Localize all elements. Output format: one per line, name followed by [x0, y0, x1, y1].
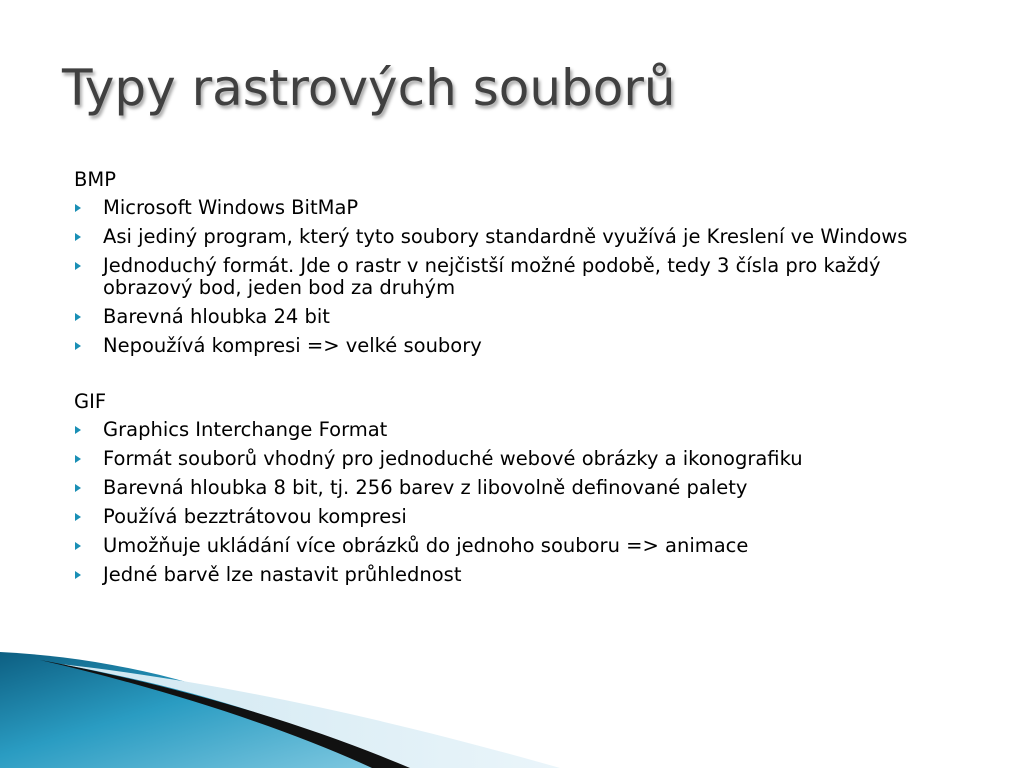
list-item — [74, 194, 974, 223]
list-item-text: Barevná hloubka 24 bit — [103, 305, 330, 328]
triangle-right-icon — [75, 204, 81, 212]
triangle-right-icon — [75, 313, 81, 321]
slide-title: Typy rastrových souborů — [62, 59, 676, 117]
triangle-right-icon — [75, 342, 81, 350]
section-heading-bmp: BMP — [74, 168, 116, 191]
triangle-right-icon — [75, 233, 81, 241]
list-item — [74, 303, 974, 332]
list-item-text: Formát souborů vhodný pro jednoduché webové obrázky a ikonografiku — [103, 447, 803, 470]
list-item — [74, 252, 974, 303]
list-item — [74, 416, 974, 445]
list-item — [74, 503, 974, 532]
list-item-text: Umožňuje ukládání více obrázků do jednoho souboru => animace — [103, 534, 749, 557]
list-item-text: Jednoduchý formát. Jde o rastr v nejčistší možné podobě, tedy 3 čísla pro každý obrazový bod, jeden bod za druhým — [103, 254, 881, 299]
list-item-text: Nepoužívá kompresi => velké soubory — [103, 334, 482, 357]
list-item-text: Jedné barvě lze nastavit průhlednost — [103, 563, 462, 586]
list-item — [74, 445, 974, 474]
gif-bullet-list — [74, 416, 974, 590]
list-item — [74, 561, 974, 590]
list-item — [74, 332, 974, 361]
triangle-right-icon — [75, 513, 81, 521]
list-item-text: Microsoft Windows BitMaP — [103, 196, 359, 219]
section-heading-gif: GIF — [74, 390, 107, 413]
list-item — [74, 474, 974, 503]
section-spacer — [74, 361, 974, 388]
slide-body — [74, 166, 974, 590]
triangle-right-icon — [75, 262, 81, 270]
triangle-right-icon — [75, 484, 81, 492]
triangle-right-icon — [75, 455, 81, 463]
list-item-text: Používá bezztrátovou kompresi — [103, 505, 407, 528]
bmp-bullet-list — [74, 194, 974, 361]
list-item — [74, 223, 974, 252]
list-item-text: Barevná hloubka 8 bit, tj. 256 barev z libovolně definované palety — [103, 476, 748, 499]
list-item — [74, 532, 974, 561]
list-item-text: Asi jediný program, který tyto soubory standardně využívá je Kreslení ve Windows — [103, 225, 908, 248]
triangle-right-icon — [75, 542, 81, 550]
list-item-text: Graphics Interchange Format — [103, 418, 388, 441]
triangle-right-icon — [75, 426, 81, 434]
triangle-right-icon — [75, 571, 81, 579]
